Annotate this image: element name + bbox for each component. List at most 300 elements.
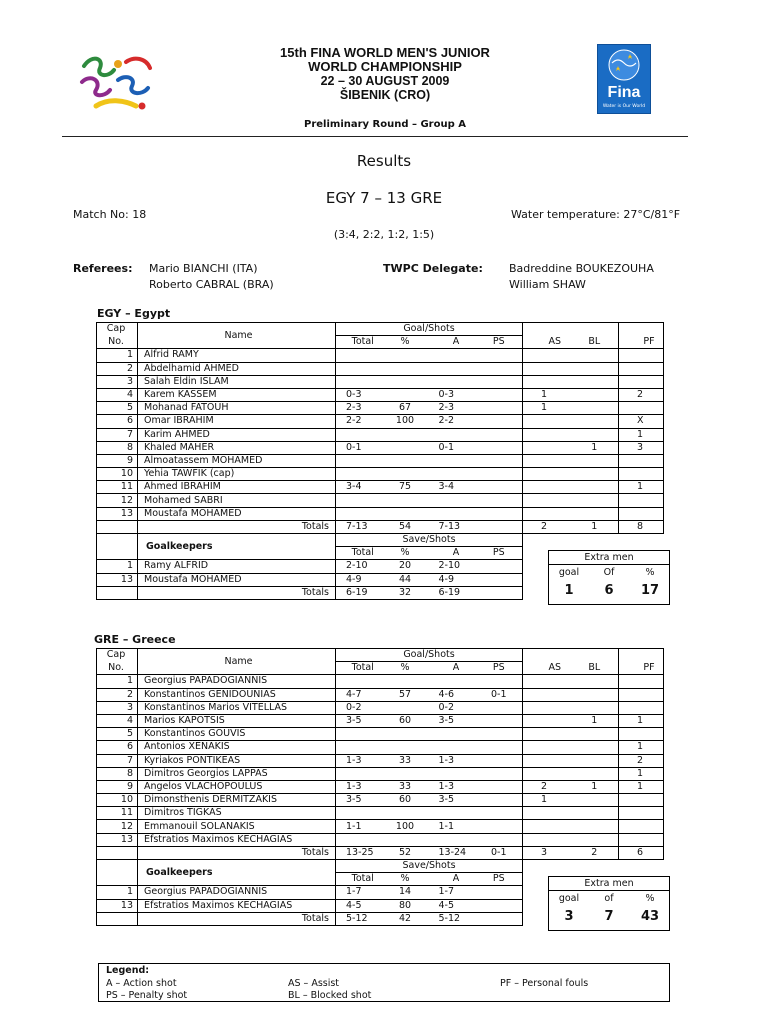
- cap-number: 9: [97, 780, 138, 793]
- bl-cell: [571, 728, 619, 741]
- total-cell: 0-2: [336, 701, 382, 714]
- as-cell: [523, 833, 571, 846]
- table-row: [97, 428, 664, 441]
- bl-cell: [571, 833, 619, 846]
- cap-number: 10: [97, 468, 138, 481]
- bl-cell: 1: [571, 441, 619, 454]
- pct-cell: [382, 807, 429, 820]
- gk-cap: 1: [97, 560, 138, 573]
- goalkeeper-name: Efstratios Maximos KECHAGIAS: [138, 899, 336, 912]
- bl-cell: [571, 701, 619, 714]
- goalkeeper-header-row: [97, 860, 664, 873]
- gk-blank: [523, 860, 664, 873]
- a-header: A: [429, 662, 476, 675]
- ps-cell: [476, 780, 523, 793]
- gk-ps: [476, 899, 523, 912]
- bl-cell: 1: [571, 714, 619, 727]
- bl-cell: [571, 388, 619, 401]
- table-row: [97, 794, 664, 807]
- player-name: Moustafa MOHAMED: [138, 507, 336, 520]
- cap-number: 11: [97, 481, 138, 494]
- match-number: Match No: 18: [73, 208, 147, 221]
- table-row: [97, 494, 664, 507]
- pf-cell: [619, 675, 664, 688]
- bl-cell: [571, 468, 619, 481]
- table-row: [97, 833, 664, 846]
- pf-spacer: [619, 649, 664, 662]
- cap-number: 8: [97, 767, 138, 780]
- table-row: [97, 754, 664, 767]
- gk-totals-cap: [97, 912, 138, 925]
- table-header-row: [97, 323, 664, 336]
- table-row: [97, 675, 664, 688]
- team-title-egy: EGY – Egypt: [97, 307, 171, 320]
- ps-cell: [476, 388, 523, 401]
- pct-cell: [382, 701, 429, 714]
- goal-shots-header: Goal/Shots: [336, 323, 523, 336]
- cap-number: 2: [97, 362, 138, 375]
- extra-men-pct: 43: [640, 909, 660, 924]
- player-name: Abdelhamid AHMED: [138, 362, 336, 375]
- table-row: [97, 468, 664, 481]
- as-cell: [523, 767, 571, 780]
- ps-cell: [476, 833, 523, 846]
- gk-blank: [523, 534, 664, 547]
- total-cell: [336, 507, 382, 520]
- referee-2: Roberto CABRAL (BRA): [149, 278, 274, 291]
- a-cell: [429, 349, 476, 362]
- player-name: Dimonsthenis DERMITZAKIS: [138, 794, 336, 807]
- pct-cell: [382, 454, 429, 467]
- total-header: Total: [336, 336, 382, 349]
- as-cell: 1: [523, 388, 571, 401]
- gk-ps-header: PS: [476, 547, 523, 560]
- totals-cap: [97, 520, 138, 533]
- gk-pct-header: %: [382, 873, 429, 886]
- bl-header: BL: [571, 336, 619, 349]
- bl-cell: [571, 767, 619, 780]
- gk-a: 1-7: [429, 886, 476, 899]
- a-cell: 2-3: [429, 402, 476, 415]
- total-cell: 2-3: [336, 402, 382, 415]
- bl-cell: [571, 349, 619, 362]
- as-cell: [523, 494, 571, 507]
- as-cell: [523, 728, 571, 741]
- gk-cap-spacer: [97, 534, 138, 560]
- gk-totals-pct: 32: [382, 586, 429, 599]
- pct-cell: 33: [382, 754, 429, 767]
- delegate-label: TWPC Delegate:: [383, 262, 483, 275]
- player-name: Dimitros Georgios LAPPAS: [138, 767, 336, 780]
- pf-spacer: [619, 323, 664, 336]
- bl-cell: [571, 362, 619, 375]
- gk-cap: 13: [97, 573, 138, 586]
- player-name: Angelos VLACHOPOULUS: [138, 780, 336, 793]
- goalkeeper-name: Moustafa MOHAMED: [138, 573, 336, 586]
- championship-header: [240, 46, 530, 102]
- totals-as: 2: [523, 520, 571, 533]
- fina-logo-text: Fina: [607, 84, 641, 101]
- table-row: [97, 688, 664, 701]
- extra-men-of-label: Of: [603, 567, 615, 578]
- save-shots-header: Save/Shots: [336, 860, 523, 873]
- table-row: [97, 454, 664, 467]
- ps-cell: [476, 714, 523, 727]
- bl-cell: [571, 481, 619, 494]
- as-cell: [523, 441, 571, 454]
- as-cell: [523, 375, 571, 388]
- as-cell: [523, 415, 571, 428]
- pct-cell: [382, 494, 429, 507]
- bl-cell: [571, 375, 619, 388]
- as-cell: [523, 675, 571, 688]
- ps-cell: [476, 701, 523, 714]
- cap-number: 12: [97, 494, 138, 507]
- pf-cell: [619, 362, 664, 375]
- team-title-gre: GRE – Greece: [94, 633, 176, 646]
- as-cell: [523, 741, 571, 754]
- as-cell: [523, 481, 571, 494]
- gk-ps: [476, 573, 523, 586]
- ps-cell: [476, 349, 523, 362]
- pf-cell: [619, 507, 664, 520]
- table-row: [97, 415, 664, 428]
- ps-cell: [476, 820, 523, 833]
- table-row: [97, 388, 664, 401]
- player-name: Antonios XENAKIS: [138, 741, 336, 754]
- total-cell: 3-4: [336, 481, 382, 494]
- pct-cell: [382, 388, 429, 401]
- pf-header: PF: [619, 662, 664, 675]
- ps-cell: [476, 375, 523, 388]
- gk-pct: 80: [382, 899, 429, 912]
- championship-title: 15th FINA WORLD MEN'S JUNIOR: [280, 45, 490, 60]
- cap-number: 1: [97, 675, 138, 688]
- a-cell: [429, 767, 476, 780]
- referees-label: Referees:: [73, 262, 133, 275]
- totals-as: 3: [523, 846, 571, 859]
- gk-totals-cap: [97, 586, 138, 599]
- total-cell: [336, 675, 382, 688]
- a-cell: 1-1: [429, 820, 476, 833]
- gk-pct: 14: [382, 886, 429, 899]
- totals-row: [97, 520, 664, 533]
- pct-cell: 100: [382, 820, 429, 833]
- pf-cell: [619, 349, 664, 362]
- total-header: Total: [336, 662, 382, 675]
- pf-cell: 2: [619, 388, 664, 401]
- pf-cell: 1: [619, 481, 664, 494]
- extra-men-goal-label: goal: [558, 893, 580, 904]
- table-row: [97, 375, 664, 388]
- goalkeepers-label: Goalkeepers: [138, 534, 336, 560]
- a-cell: [429, 362, 476, 375]
- pf-cell: [619, 701, 664, 714]
- cap-number: 1: [97, 349, 138, 362]
- player-name: Konstantinos GOUVIS: [138, 728, 336, 741]
- save-shots-header: Save/Shots: [336, 534, 523, 547]
- extra-men-of: 6: [604, 583, 614, 598]
- gk-a: 4-5: [429, 899, 476, 912]
- round-label: Preliminary Round – Group A: [304, 119, 466, 130]
- total-cell: 2-2: [336, 415, 382, 428]
- as-cell: [523, 701, 571, 714]
- gk-total: 4-5: [336, 899, 382, 912]
- delegate-2: William SHAW: [509, 278, 586, 291]
- a-cell: 2-2: [429, 415, 476, 428]
- gk-ps-header: PS: [476, 873, 523, 886]
- extra-men-of: 7: [604, 909, 614, 924]
- ps-cell: [476, 494, 523, 507]
- championship-subtitle: WORLD CHAMPIONSHIP: [308, 59, 462, 74]
- period-scores: (3:4, 2:2, 1:2, 1:5): [333, 228, 435, 241]
- a-cell: 1-3: [429, 754, 476, 767]
- cap-number: 2: [97, 688, 138, 701]
- table-row: [97, 349, 664, 362]
- table-row: [97, 701, 664, 714]
- table-row: [97, 362, 664, 375]
- a-cell: 0-2: [429, 701, 476, 714]
- bl-cell: [571, 428, 619, 441]
- table-row: [97, 714, 664, 727]
- delegate-1: Badreddine BOUKEZOUHA: [509, 262, 654, 275]
- ps-cell: [476, 754, 523, 767]
- gk-a: 4-9: [429, 573, 476, 586]
- player-name: Konstantinos GENIDOUNIAS: [138, 688, 336, 701]
- as-cell: [523, 507, 571, 520]
- ps-cell: [476, 468, 523, 481]
- bl-cell: [571, 807, 619, 820]
- as-header: AS: [523, 336, 571, 349]
- totals-a: 13-24: [429, 846, 476, 859]
- player-name: Salah Eldin ISLAM: [138, 375, 336, 388]
- a-cell: 3-4: [429, 481, 476, 494]
- bl-cell: [571, 688, 619, 701]
- total-cell: [336, 494, 382, 507]
- player-name: Yehia TAWFIK (cap): [138, 468, 336, 481]
- legend-action-shot: A – Action shot: [106, 978, 177, 989]
- gk-totals-ps: [476, 912, 523, 925]
- pf-cell: 3: [619, 441, 664, 454]
- gk-pct-header: %: [382, 547, 429, 560]
- extra-men-title: Extra men: [549, 877, 669, 891]
- as-cell: [523, 714, 571, 727]
- total-cell: [336, 741, 382, 754]
- total-cell: 3-5: [336, 714, 382, 727]
- pf-cell: [619, 468, 664, 481]
- ps-cell: [476, 794, 523, 807]
- a-cell: 1-3: [429, 780, 476, 793]
- header-divider: [62, 136, 688, 137]
- a-cell: 0-1: [429, 441, 476, 454]
- total-cell: 1-3: [336, 754, 382, 767]
- player-name: Marios KAPOTSIS: [138, 714, 336, 727]
- pf-cell: [619, 494, 664, 507]
- pf-cell: 1: [619, 741, 664, 754]
- pf-cell: 2: [619, 754, 664, 767]
- goalkeeper-name: Georgius PAPADOGIANNIS: [138, 886, 336, 899]
- total-cell: [336, 454, 382, 467]
- cap-number: 3: [97, 701, 138, 714]
- ps-cell: [476, 362, 523, 375]
- as-header: AS: [523, 662, 571, 675]
- bl-cell: [571, 820, 619, 833]
- total-cell: [336, 428, 382, 441]
- a-cell: [429, 428, 476, 441]
- gre-extra-men: [548, 876, 670, 931]
- pf-cell: 1: [619, 780, 664, 793]
- bl-cell: [571, 454, 619, 467]
- bl-spacer: [571, 649, 619, 662]
- pf-cell: [619, 402, 664, 415]
- ps-cell: [476, 415, 523, 428]
- extra-men-title: Extra men: [549, 551, 669, 565]
- as-cell: [523, 362, 571, 375]
- extra-men-pct-label: %: [645, 893, 655, 904]
- table-row: [97, 507, 664, 520]
- extra-men-goal: 3: [564, 909, 574, 924]
- table-row: [97, 741, 664, 754]
- pf-cell: [619, 454, 664, 467]
- player-name: Kyriakos PONTIKEAS: [138, 754, 336, 767]
- totals-ps: 0-1: [476, 846, 523, 859]
- gk-totals-label: Totals: [138, 586, 336, 599]
- totals-a: 7-13: [429, 520, 476, 533]
- as-cell: 2: [523, 780, 571, 793]
- gk-totals-ps: [476, 586, 523, 599]
- table-row: [97, 767, 664, 780]
- a-cell: [429, 807, 476, 820]
- totals-ps: [476, 520, 523, 533]
- totals-bl: 2: [571, 846, 619, 859]
- pct-cell: [382, 507, 429, 520]
- name-header: Name: [138, 649, 336, 675]
- table-row: [97, 728, 664, 741]
- ps-header: PS: [476, 336, 523, 349]
- bl-cell: [571, 494, 619, 507]
- total-cell: 4-7: [336, 688, 382, 701]
- as-spacer: [523, 323, 571, 336]
- legend-box: [98, 963, 670, 1002]
- fina-logo-tagline: Water is Our World: [602, 104, 646, 109]
- bl-cell: [571, 402, 619, 415]
- cap-number: 12: [97, 820, 138, 833]
- player-name: Georgius PAPADOGIANNIS: [138, 675, 336, 688]
- gk-total: 2-10: [336, 560, 382, 573]
- championship-dates: 22 – 30 AUGUST 2009: [320, 74, 450, 88]
- legend-blocked-shot: BL – Blocked shot: [288, 990, 372, 1001]
- a-cell: [429, 507, 476, 520]
- gk-pct: 44: [382, 573, 429, 586]
- extra-men-of-label: of: [604, 893, 614, 904]
- cap-number: 5: [97, 728, 138, 741]
- totals-cap: [97, 846, 138, 859]
- a-cell: [429, 494, 476, 507]
- match-score: EGY 7 – 13 GRE: [325, 189, 443, 207]
- water-temperature: Water temperature: 27°C/81°F: [511, 208, 681, 221]
- table-header-row: [97, 649, 664, 662]
- a-header: A: [429, 336, 476, 349]
- ps-cell: [476, 402, 523, 415]
- referee-1: Mario BIANCHI (ITA): [149, 262, 258, 275]
- gk-cap: 13: [97, 899, 138, 912]
- totals-label: Totals: [138, 846, 336, 859]
- gk-a-header: A: [429, 873, 476, 886]
- championship-location: ŠIBENIK (CRO): [339, 88, 431, 102]
- egy-extra-men: [548, 550, 670, 605]
- player-name: Omar IBRAHIM: [138, 415, 336, 428]
- cap-number: 6: [97, 415, 138, 428]
- gk-ps: [476, 886, 523, 899]
- total-cell: [336, 807, 382, 820]
- total-cell: 0-1: [336, 441, 382, 454]
- ps-cell: [476, 507, 523, 520]
- table-row: [97, 441, 664, 454]
- legend-assist: AS – Assist: [288, 978, 340, 989]
- bl-cell: [571, 507, 619, 520]
- cap-number: 6: [97, 741, 138, 754]
- as-cell: 1: [523, 402, 571, 415]
- ps-cell: [476, 481, 523, 494]
- ps-cell: [476, 454, 523, 467]
- total-cell: [336, 362, 382, 375]
- pct-cell: [382, 362, 429, 375]
- player-name: Dimitros TIGKAS: [138, 807, 336, 820]
- bl-cell: [571, 741, 619, 754]
- as-cell: [523, 428, 571, 441]
- gk-pct: 20: [382, 560, 429, 573]
- pf-cell: [619, 688, 664, 701]
- cap-number: 8: [97, 441, 138, 454]
- bl-cell: 1: [571, 780, 619, 793]
- bl-cell: [571, 754, 619, 767]
- pf-cell: [619, 833, 664, 846]
- cap-header: Cap: [97, 649, 138, 662]
- results-title: Results: [356, 152, 412, 170]
- table-row: [97, 402, 664, 415]
- cap-number: 4: [97, 714, 138, 727]
- gk-totals-pct: 42: [382, 912, 429, 925]
- as-cell: [523, 688, 571, 701]
- extra-men-pct: 17: [640, 583, 660, 598]
- name-header: Name: [138, 323, 336, 349]
- pct-cell: [382, 375, 429, 388]
- pf-cell: [619, 728, 664, 741]
- gk-total-header: Total: [336, 873, 382, 886]
- a-cell: 3-5: [429, 794, 476, 807]
- pct-cell: 33: [382, 780, 429, 793]
- pct-cell: [382, 833, 429, 846]
- gk-totals-a: 5-12: [429, 912, 476, 925]
- legend-penalty-shot: PS – Penalty shot: [106, 990, 188, 1001]
- player-name: Karim AHMED: [138, 428, 336, 441]
- cap-number: 3: [97, 375, 138, 388]
- pct-cell: 67: [382, 402, 429, 415]
- total-cell: 1-3: [336, 780, 382, 793]
- gk-totals-total: 5-12: [336, 912, 382, 925]
- cap-number: 13: [97, 507, 138, 520]
- totals-row: [97, 846, 664, 859]
- total-cell: 0-3: [336, 388, 382, 401]
- gk-totals-total: 6-19: [336, 586, 382, 599]
- legend-personal-fouls: PF – Personal fouls: [500, 978, 589, 989]
- player-name: Konstantinos Marios VITELLAS: [138, 701, 336, 714]
- bl-spacer: [571, 323, 619, 336]
- cap-number: 10: [97, 794, 138, 807]
- bl-cell: [571, 675, 619, 688]
- gk-totals-label: Totals: [138, 912, 336, 925]
- ps-header: PS: [476, 662, 523, 675]
